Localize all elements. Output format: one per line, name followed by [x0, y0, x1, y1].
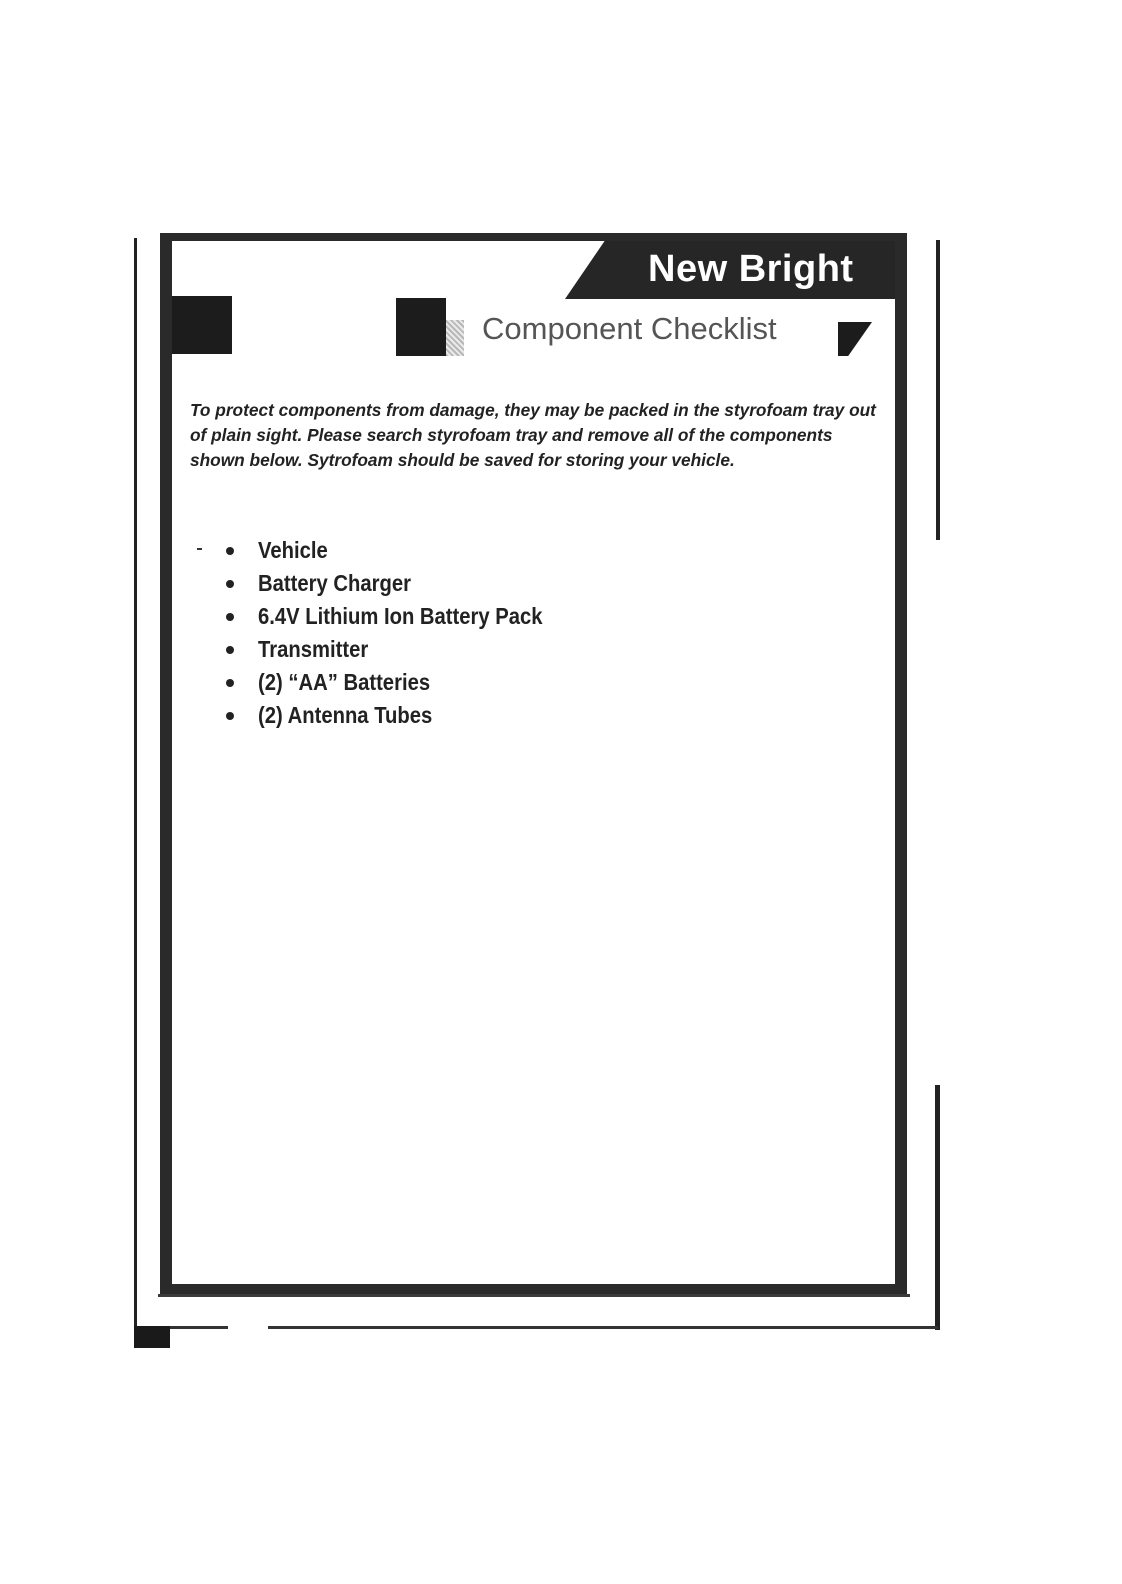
intro-paragraph: To protect components from damage, they may be packed in the styrofoam tray out of plain sight. Please search styrofoam tray and remove all of the components shown below. Sytrofoam should be saved for storing your vehicle. — [190, 400, 876, 470]
list-item — [222, 666, 722, 699]
list-item — [222, 633, 722, 666]
bullet-icon — [226, 613, 234, 621]
corner-block — [134, 1326, 170, 1348]
brand-name: New Bright — [648, 248, 854, 290]
list-item-label: 6.4V Lithium Ion Battery Pack — [258, 603, 543, 629]
list-item — [222, 600, 722, 633]
component-checklist — [222, 534, 722, 732]
list-item-label: Battery Charger — [258, 570, 411, 596]
page-frame — [160, 233, 907, 1296]
scan-border-left — [134, 238, 137, 1348]
list-item-label: (2) “AA” Batteries — [258, 669, 431, 695]
list-item-label: Vehicle — [258, 537, 328, 563]
scan-border-right-bottom — [935, 1085, 940, 1330]
list-item — [222, 534, 722, 567]
scan-border-bottom — [268, 1326, 938, 1329]
list-item-label: Transmitter — [258, 636, 369, 662]
scan-border-right-top — [936, 240, 940, 540]
scan-border-bottom-left — [168, 1326, 228, 1329]
bullet-icon — [226, 712, 234, 720]
list-item — [222, 699, 722, 732]
bullet-icon — [226, 580, 234, 588]
decorative-square-left — [172, 296, 232, 354]
frame-shadow — [158, 1294, 910, 1297]
page-title: Component Checklist — [482, 311, 777, 346]
list-item — [222, 567, 722, 600]
bullet-icon — [226, 547, 234, 555]
title-square-icon — [396, 298, 446, 356]
bullet-icon — [226, 679, 234, 687]
stray-mark — [197, 548, 202, 550]
list-item-label: (2) Antenna Tubes — [258, 702, 433, 728]
title-dither — [446, 320, 464, 356]
bullet-icon — [226, 646, 234, 654]
